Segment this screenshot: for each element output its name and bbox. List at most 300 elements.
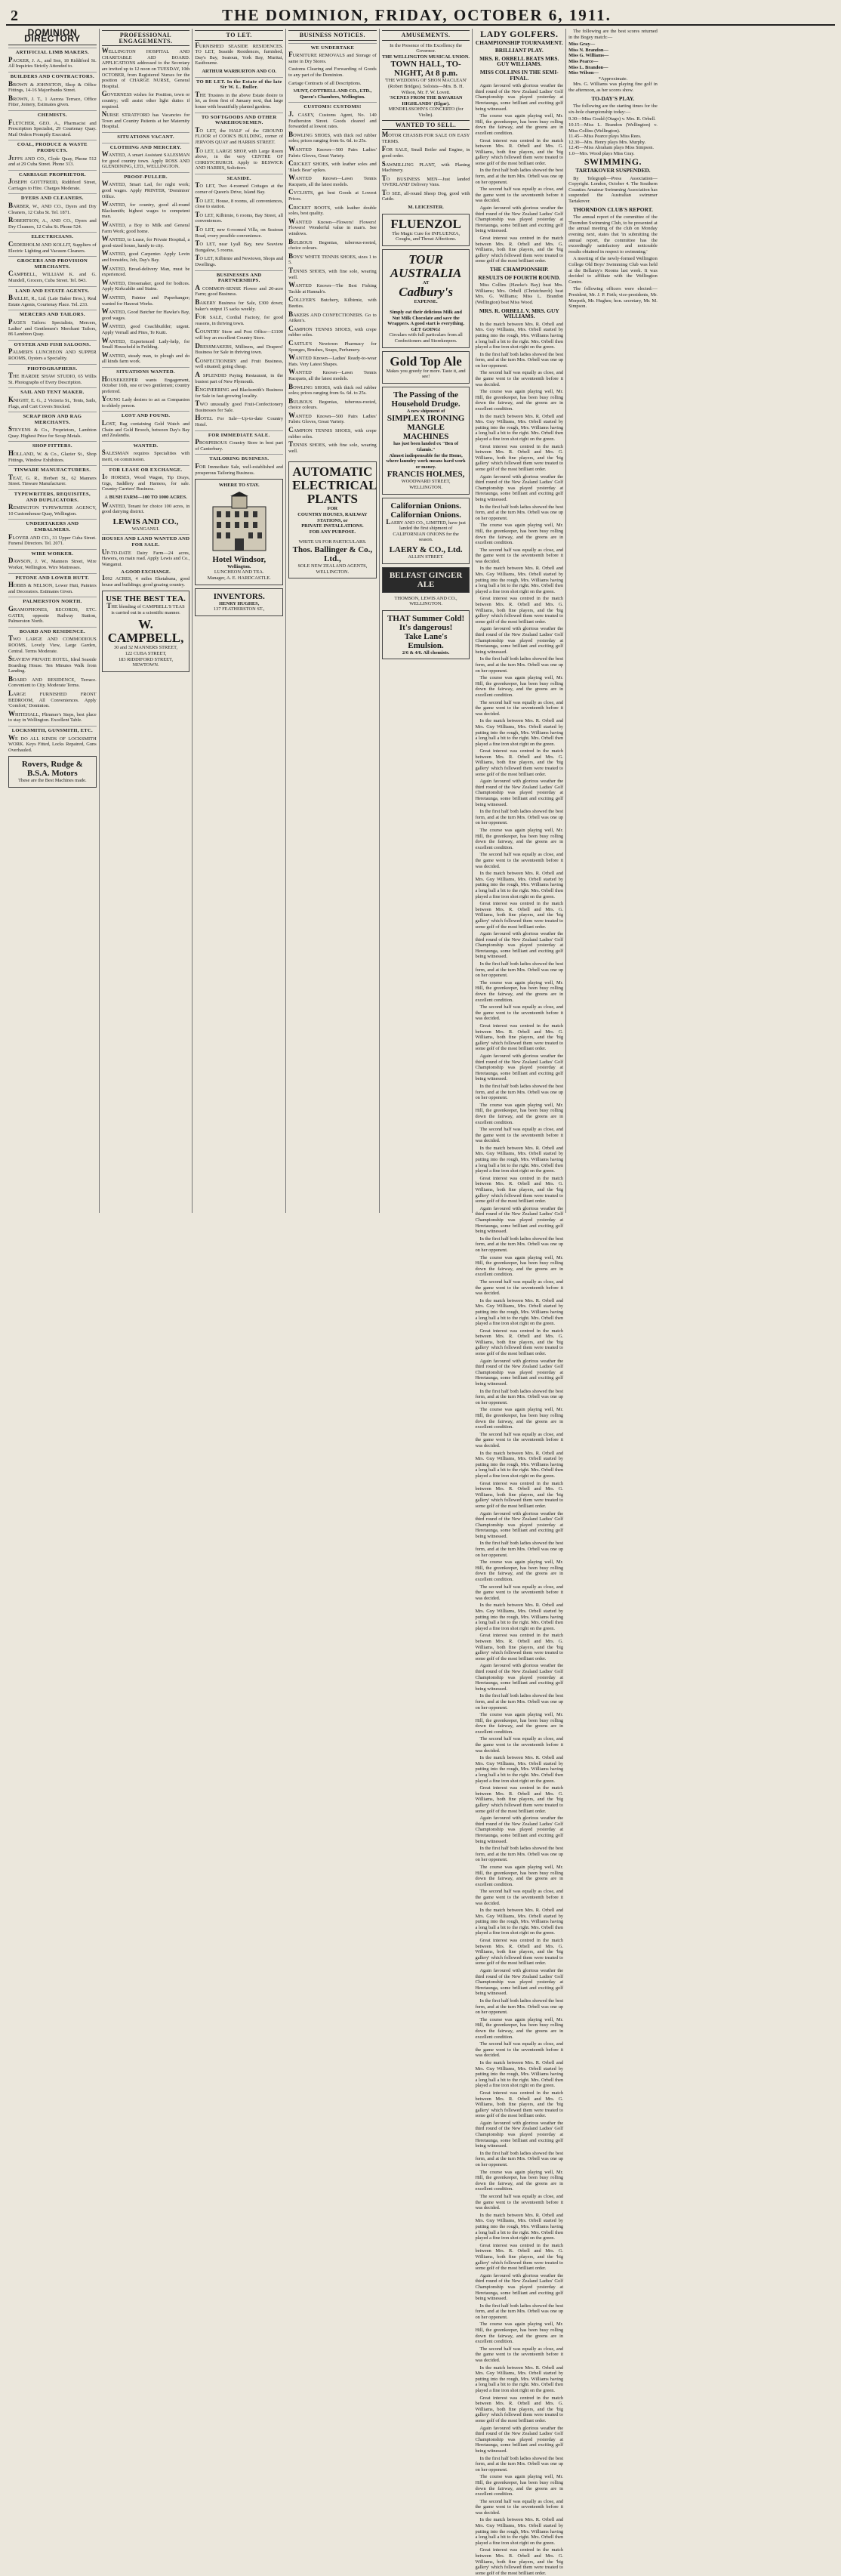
- classified-ad: WANTED Known—Flowers! Flowers! Flowers! Wonderful value in man's. See windows.: [288, 217, 377, 237]
- classified-ad: SAWMILLING PLANT, with Planing Machinery.: [381, 159, 470, 174]
- classified-ad: WANTED Known—500 Pairs Ladies' Fabric Gloves, Great Variety.: [288, 411, 377, 425]
- story-paragraph: In the first half both ladies showed the best form, and at the turn Mrs. Orbell was one up on her opponent.: [475, 1998, 564, 2016]
- story-paragraph: The second half was equally as close, and the game went to the seventeenth before it was decided.: [475, 2041, 564, 2059]
- story-paragraph: In the first half both ladies showed the best form, and at the turn Mrs. Orbell was one up on her opponent.: [475, 1236, 564, 1253]
- classified-ad: BOYS' WHITE TENNIS SHOES, sizes 1 to 5.: [288, 251, 377, 266]
- column-heading: AMUSEMENTS.: [382, 30, 470, 41]
- story-paragraph: Great interest was centred in the match between Mrs. R. Orbell and Mrs. G. Williams, both fine players, and the 'big gallery' which followed them were treated to some golf of the most brilliant order.: [475, 2395, 564, 2423]
- story-paragraph: The second half was equally as close, and the game went to the seventeenth before it was decided.: [475, 547, 564, 564]
- classified-ad: WANTED, a Boy to Milk and General Farm Work; good home.: [101, 221, 190, 234]
- story-paragraph: In the match between Mrs. R. Orbell and Mrs. Guy Williams, Mrs. Orbell started by putting into the rough, Mrs. Williams having a long ball a bit to the right. Mrs. Orbell then played a fine iron shot right on the green.: [475, 1755, 564, 1784]
- directory-entry: THE HARDIE SHAW STUDIO, 65 Willis St. Photographs of Every Description.: [8, 372, 97, 385]
- story-paragraph: Again favoured with glorious weather the third round of the New Zealand Ladies' Golf Championship was played yesterday at Heretaunga, some brilliant and exciting golf being witnessed.: [475, 1663, 564, 1692]
- hotel-manager: Manager, A. E. HARDCASTLE.: [207, 575, 271, 581]
- score-player: Miss L. Brandon—: [568, 64, 608, 70]
- classified-ad: MOTOR CHASSIS FOR SALE ON EASY TERMS.: [381, 131, 470, 144]
- story-paragraph: The course was again playing well, Mr. Hill, the greenkeeper, has been busy rolling down the fairway, and the greens are in excellent condition.: [475, 675, 564, 698]
- section-heading: DYERS AND CLEANERS.: [8, 193, 97, 202]
- score-player: Miss G. Williams—: [568, 53, 609, 59]
- story-paragraph: The second half was equally as close, and the game went to the seventeenth before it was decided.: [475, 852, 564, 869]
- campbell-address-1: 30 and 32 MANNERS STREET,: [113, 645, 178, 651]
- tea-ad: [102, 591, 190, 672]
- classified-ad: WANTED Known—Lawn Tennis Racquets, all the latest models.: [288, 174, 377, 187]
- story-paragraph: The course was again playing well, Mr. Hill, the greenkeeper, has been busy rolling down the fairway, and the greens are in excellent condition.: [475, 389, 564, 412]
- column-lady-golfers: [473, 29, 566, 2576]
- directory-title: DOMINION DIRECTORY: [8, 29, 97, 45]
- classified-ad: 1092 ACRES, 4 miles Eketahuna, good house and buildings; good grazing country.: [101, 573, 190, 588]
- classified-ad: SEAVIEW PRIVATE HOTEL, Ideal Seaside Boarding House. Ten Minutes Walk from Landing.: [8, 655, 97, 674]
- classified-ad: CAMPION TENNIS SHOES, with crepe rubber soles.: [288, 426, 377, 440]
- classified-ad: FOR SALE, Cordial Factory, for good reasons, in thriving town.: [195, 313, 284, 326]
- section-heading: PROOF-PULLER.: [102, 172, 190, 180]
- classified-ad: SALESMAN requires Specialities with merit, on commission.: [101, 449, 190, 463]
- motors-ad-line3: These are the Best Machines made.: [18, 778, 87, 784]
- swimming-heading: SWIMMING.: [584, 156, 642, 168]
- story-paragraph: Great interest was centred in the match between Mrs. R. Orbell and Mrs. G. Williams, both fine players, and the 'big gallery' which followed them were treated to some golf of the most brilliant order.: [475, 137, 564, 166]
- classified-ad: BAKERY Business for Sale, £300 down; baker's output 15 sacks weekly.: [195, 298, 284, 312]
- thomson-line: THOMSON, LEWIS AND CO., WELLINGTON.: [394, 595, 457, 607]
- classified-ad: TO LET, the HALF of the GROUND FLOOR of COOK'S BUILDING, corner of JERVOIS QUAY and HARRIS STREET.: [195, 125, 284, 145]
- column-business-notices: [286, 29, 380, 1213]
- directory-entry: JOSEPH GOTTFREID, Riddiford Street, Carriages to Hire. Charges Moderate.: [8, 177, 97, 191]
- section-heading: WANTED.: [102, 441, 190, 449]
- story-paragraph: In the match between Mrs. R. Orbell and Mrs. Guy Williams, Mrs. Orbell started by putting into the rough, Mrs. Williams having a long ball a bit to the right. Mrs. Orbell then played a fine iron shot right on the green.: [475, 718, 564, 747]
- classified-ad: TO LET, Kilbirnie and Newtown, Shops and Dwellings.: [195, 254, 284, 267]
- story-paragraph: Again favoured with glorious weather the third round of the New Zealand Ladies' Golf Championship was played yesterday at Heretaunga, some brilliant and exciting golf being witnessed.: [475, 779, 564, 807]
- classified-ad: WANTED, to Lease, for Private Hospital, a good-sized house, handy to city.: [101, 235, 190, 248]
- story-paragraph: The course was again playing well, Mr. Hill, the greenkeeper, has been busy rolling down the fairway, and the greens are in excellent condition.: [475, 2169, 564, 2192]
- directory-entry: JEFFS AND CO., Clyde Quay, Phone 512 and at 29 Cuba Street. Phone 313.: [8, 153, 97, 168]
- story-paragraph: Great interest was centred in the match between Mrs. R. Orbell and Mrs. G. Williams, both fine players, and the 'big gallery' which followed them were treated to some golf of the most brilliant order.: [475, 1175, 564, 1205]
- section-heading: PALMERSTON NORTH.: [8, 597, 97, 605]
- story-paragraph: In the first half both ladies showed the best form, and at the turn Mrs. Orbell was one up on her opponent.: [475, 809, 564, 826]
- classified-ad: WANTED, Experienced Lady-help, for Small Household in Feilding.: [101, 336, 190, 350]
- cold-line-2: It's dangerous!: [399, 622, 453, 632]
- story-paragraph: In the first half both ladies showed the best form, and at the turn Mrs. Orbell was one up on her opponent.: [475, 1693, 564, 1711]
- section-heading: PHOTOGRAPHERS.: [8, 364, 97, 372]
- classified-ad: TO LET, LARGE SHOP, with Large Room above, in the very CENTRE OF CHRISTCHURCH. Apply to BESWICK AND HARRIS, Solicitors.: [195, 146, 284, 171]
- story-paragraph: Again favoured with glorious weather the third round of the New Zealand Ladies' Golf Championship was played yesterday at Heretaunga, some brilliant and exciting golf being witnessed.: [475, 474, 564, 502]
- story-paragraph: In the first half both ladies showed the best form, and at the turn Mrs. Orbell was one up on her opponent.: [475, 2455, 564, 2473]
- amusement-line: TOWN HALL, TO-NIGHT, At 8 p.m.: [390, 60, 461, 79]
- story-paragraph: In the match between Mrs. R. Orbell and Mrs. Guy Williams, Mrs. Orbell started by putting into the rough, Mrs. Williams having a long ball a bit to the right. Mrs. Orbell then played a fine iron shot right on the green.: [475, 2059, 564, 2089]
- story-paragraph: The course was again playing well, Mr. Hill, the greenkeeper, has been busy rolling down the fairway, and the greens are in excellent condition.: [475, 523, 564, 546]
- section-heading: SCRAP IRON AND RAG MERCHANTS.: [8, 412, 97, 425]
- tee-time: 11.45—Miss Pearce plays Miss Rees.: [568, 134, 642, 140]
- story-paragraph: The course was again playing well, Mr. Hill, the greenkeeper, has been busy rolling down the fairway, and the greens are in excellent condition.: [475, 2474, 564, 2497]
- classified-ad: CONFECTIONERY and Fruit Business, well situated; going cheap.: [195, 356, 284, 370]
- section-heading: WE UNDERTAKE: [288, 43, 377, 51]
- directory-entry: HOBBS & NELSON, Lower Hutt, Painters and Decorators. Estimates Given.: [8, 581, 97, 594]
- emulsion-ad: [382, 610, 470, 660]
- story-paragraph: The course was again playing well, Mr. Hill, the greenkeeper, has been busy rolling down the fairway, and the greens are in excellent condition.: [475, 1254, 564, 1278]
- directory-entry: CEDERHOLM AND KOLLIT, Suppliers of Electric Lighting and Vacuum Cleaners.: [8, 240, 97, 254]
- story-paragraph: Great interest was centred in the match between Mrs. R. Orbell and Mrs. G. Williams, both fine players, and the 'big gallery' which followed them were treated to some golf of the most brilliant order.: [475, 1785, 564, 1814]
- tee-time: 12.45—Miss Abraham plays Miss Simpson.: [568, 145, 655, 151]
- column-heading: TO LET.: [195, 30, 283, 41]
- lewis-town: WANGANUI.: [131, 526, 160, 532]
- directory-entry: BAILLIE, R., Ltd. (Late Baker Bros.), Real Estate Agents, Courtenay Place. Tel. 233.: [8, 294, 97, 307]
- leicester-name: M. LEICESTER.: [408, 205, 444, 211]
- classified-ad: WANTED, Painter and Paperhanger; wanted for Hauwai Works.: [101, 292, 190, 307]
- story-paragraph: The second half was equally as close, and the game went to the seventeenth before it was decided.: [475, 1004, 564, 1022]
- story-paragraph: Great interest was centred in the match between Mrs. R. Orbell and Mrs. G. Williams, both fine players, and the 'big gallery' which followed them were treated to some golf of the most brilliant order.: [475, 236, 564, 264]
- classified-ad: MUNT, COTTRELL AND CO., LTD., Queen's Chambers, Wellington.: [293, 88, 372, 100]
- hotel-name: Hotel Windsor,: [212, 554, 266, 564]
- amusement-line: In the Presence of His Excellency the Governor.: [390, 42, 462, 54]
- amusement-line: 'THE WEDDING OF SHON MACLEAN' (Robert Bridges). Soloists—Mrs. B. H. Wilson, Mr. F. W. Lovett.: [384, 78, 467, 95]
- masthead: [6, 5, 835, 26]
- masthead-title: THE DOMINION, FRIDAY, OCTOBER 6, 1911.: [222, 6, 611, 24]
- gold-top-title: Gold Top Ale: [390, 353, 462, 369]
- story-paragraph: In the match between Mrs. R. Orbell and Mrs. Guy Williams, Mrs. Orbell started by putting into the rough, Mrs. Williams having a long ball a bit to the right. Mrs. Orbell then played a fine iron shot right on the green.: [475, 1603, 564, 1631]
- expense-word: EXPENSE.: [414, 299, 438, 305]
- classified-ad: BULBOUS Begonias, tuberous-rooted, choice colours.: [288, 237, 377, 251]
- section-heading: PETONE AND LOWER HUTT.: [8, 573, 97, 582]
- classified-ad: WE DO ALL KINDS OF LOCKSMITH WORK. Keys Fitted, Locks Repaired, Guns Overhauled.: [8, 733, 97, 753]
- classified-ad: Customs Clearing and Forwarding of Goods to any part of the Dominion.: [288, 66, 377, 78]
- auto-line-2: STATIONS, or: [317, 517, 348, 523]
- laery-name: LAERY & CO., Ltd.: [389, 545, 463, 554]
- story-paragraph: In the first half both ladies showed the best form, and at the turn Mrs. Orbell was one up on her opponent.: [475, 504, 564, 521]
- classified-ad: WANTED Known—500 Pairs Ladies' Fabric Gloves, Great Variety.: [288, 144, 377, 159]
- drudge-line-2: Household Drudge.: [391, 399, 461, 409]
- section-heading: WIRE WORKER.: [8, 549, 97, 557]
- story-paragraph: The course was again playing well, Mr. Hill, the greenkeeper, has been busy rolling down the fairway, and the greens are in excellent condition.: [475, 2016, 564, 2040]
- today-heading: TO-DAY'S PLAY.: [591, 94, 635, 102]
- column-scores-swimming: [566, 29, 660, 1213]
- fluenzol-sub: The Magic Cure for INFLUENZA, Coughs, and Throat Affections.: [392, 230, 461, 242]
- classified-ad: CAMPION TENNIS SHOES, with crepe rubber soles.: [288, 324, 377, 338]
- story-paragraph: In the match between Mrs. R. Orbell and Mrs. Guy Williams, Mrs. Orbell started by putting into the rough, Mrs. Williams having a long ball a bit to the right. Mrs. Orbell then played a fine iron shot right on the green.: [475, 1145, 564, 1174]
- classified-ad: FOR SALE, Small Boiler and Engine, in good order.: [381, 145, 470, 159]
- page-number: 2: [11, 8, 18, 24]
- story-paragraph: In the first half both ladies showed the best form, and at the turn Mrs. Orbell was one up on her opponent.: [475, 168, 564, 185]
- section-heading: FOR LEASE OR EXCHANGE.: [102, 465, 190, 474]
- amusement-line: MENDELSSOHN'S CONCERTO (for Violin).: [388, 106, 464, 118]
- inventors-title: INVENTORS.: [213, 591, 265, 601]
- hotel-town: Wellington.: [227, 563, 251, 569]
- story-paragraph: Again favoured with glorious weather the third round of the New Zealand Ladies' Golf Championship was played yesterday at Heretaunga, some brilliant and exciting golf being witnessed.: [475, 1205, 564, 1235]
- cadbury-logo: Cadbury's: [399, 285, 453, 300]
- story-paragraph: The second half was equally as close, and the game went to the seventeenth before it was decided.: [475, 1889, 564, 1906]
- story-paragraph: Again favoured with glorious weather the third round of the New Zealand Ladies' Golf Championship was played yesterday at Heretaunga, some brilliant and exciting golf being witnessed.: [475, 1816, 564, 1844]
- classified-ad: HOTEL For Sale—Up-to-date Country Hotel.: [195, 414, 284, 428]
- story-paragraph: The following are the starting times for the six-hole championship today:—: [568, 103, 658, 115]
- story-paragraph: Again favoured with glorious weather the third round of the New Zealand Ladies' Golf Championship was played yesterday at Heretaunga, some brilliant and exciting golf being witnessed.: [475, 1358, 564, 1387]
- classified-ad: WANTED, A smart Assistant SALESMAN for good country town. Apply ROSS AND GLENDINING, LTD., WELLINGTON.: [101, 150, 190, 170]
- story-paragraph: The course was again playing well, Mr. Hill, the greenkeeper, has been busy rolling down the fairway, and the greens are in excellent condition.: [475, 1712, 564, 1735]
- warburton-name: ARTHUR WARBURTON AND CO.: [202, 68, 277, 74]
- story-paragraph: The second half was equally as close, and the game went to the seventeenth before it was decided.: [475, 1431, 564, 1448]
- classified-ad: BOWLING SHOES, with thick red rubber soles; prices ranging from 6s. 6d. to 25s.: [288, 382, 377, 396]
- onions-line-2: Californian Onions.: [390, 510, 461, 520]
- section-heading: FOR IMMEDIATE SALE.: [195, 430, 283, 439]
- hughes-name: HENRY HUGHES,: [219, 600, 260, 606]
- classified-ad: FURNISHED SEASIDE RESIDENCES. TO LET, Seaside Residences, furnished, Day's Bay, Seatoun, York Bay, Muritai, Eastbourne.: [195, 41, 284, 66]
- tea-ad-title: USE THE BEST TEA.: [106, 594, 186, 604]
- story-paragraph: The course was again playing well, Mr. Hill, the greenkeeper, has been busy rolling down the fairway, and the greens are in excellent condition.: [475, 113, 564, 136]
- classified-ad: UP-TO-DATE Dairy Farm—24 acres, Hawera, on main road. Apply Lewis and Co., Wanganui.: [101, 548, 190, 567]
- tour-foot: Circulars with full particulars from all Confectioners and Storekeepers.: [389, 332, 463, 344]
- classified-ad: GOVERNESS wishes for Position, town or country; will assist other light duties if required.: [101, 90, 190, 110]
- campbell-name: W. CAMPBELL,: [107, 617, 184, 646]
- electrical-plants-ad: [288, 461, 377, 578]
- wanted-to-sell-heading: WANTED TO SELL.: [382, 120, 470, 131]
- story-paragraph: In the match between Mrs. R. Orbell and Mrs. Guy Williams, Mrs. Orbell started by putting into the rough, Mrs. Williams having a long ball a bit to the right. Mrs. Orbell then played a fine iron shot right on the green.: [475, 871, 564, 899]
- story-subhead: MISS COLLINS IN THE SEMI-FINAL.: [479, 68, 559, 82]
- directory-entry: ROBERTSON, A., AND CO., Dyers and Dry Cleaners, 12 Cuba St. Phone 524.: [8, 216, 97, 230]
- section-heading: LOST AND FOUND.: [102, 411, 190, 419]
- section-heading: CARRIAGE PROPRIETOR.: [8, 170, 97, 178]
- auto-title: AUTOMATIC: [292, 464, 373, 480]
- classified-ad: HOUSEKEEPER wants Engagement, October 16th, one or two gentlemen; country preferred.: [101, 375, 190, 394]
- directory-entry: HOLLAND, W. & Co., Glazier St., Shop Fittings, Window Exhibitors.: [8, 449, 97, 463]
- story-paragraph: The second half was equally as close, and the game went to the seventeenth before it was decided.: [475, 2194, 564, 2211]
- story-paragraph: The second half was equally as close, and the game went to the seventeenth before it was decided.: [475, 187, 564, 204]
- classified-ad: BAKERS AND CONFECTIONERS. Go to Aitken's.: [288, 310, 377, 324]
- classified-ad: WANTED, Dressmaker, good for bodices. Apply Kirkcaldie and Stains.: [101, 278, 190, 292]
- story-paragraph: Great interest was centred in the match between Mrs. R. Orbell and Mrs. G. Williams, both fine players, and the 'big gallery' which followed them were treated to some golf of the most brilliant order.: [475, 1938, 564, 1967]
- campbell-address-3: 183 RIDDIFORD STREET, NEWTOWN.: [118, 656, 174, 668]
- auto-for: FOR: [327, 506, 338, 512]
- classified-ad: CRICKET SHOES, with leather soles and 'Black Bear' spikes.: [288, 159, 377, 173]
- story-paragraph: Again favoured with glorious weather the third round of the New Zealand Ladies' Golf Championship was played yesterday at Heretaunga, some brilliant and exciting golf being witnessed.: [475, 1053, 564, 1082]
- classified-ad: NURSE STRATFORD has Vacancies for Town and Country Patients at her Maternity Hospital.: [101, 110, 190, 130]
- where-to-stay: WHERE TO STAY.: [218, 483, 260, 489]
- story-paragraph: The course was again playing well, Mr. Hill, the greenkeeper, has been busy rolling down the fairway, and the greens are in excellent condition.: [475, 828, 564, 850]
- story-paragraph: The course was again playing well, Mr. Hill, the greenkeeper, has been busy rolling down the fairway, and the greens are in excellent condition.: [475, 1559, 564, 1583]
- auto-write: WRITE US FOR PARTICULARS.: [298, 539, 367, 545]
- story-paragraph: The course was again playing well, Mr. Hill, the greenkeeper, has been busy rolling down the fairway, and the greens are in excellent condition.: [475, 979, 564, 1003]
- classified-ad: LOST, Bag containing Gold Watch and Chain and Gold Brooch, between Day's Bay and Zealandia.: [101, 419, 190, 439]
- story-subhead: RESULTS OF FOURTH ROUND.: [478, 273, 561, 281]
- classified-ad: WANTED, Tenant for choice 100 acres, in good dairying district.: [101, 501, 190, 515]
- directory-entry: STEVENS & Co., Proprietors, Lambton Quay. Highest Price for Scrap Metals.: [8, 425, 97, 439]
- classified-ad: FURNITURE REMOVALS and Storage of same in Dry Stores.: [288, 51, 377, 64]
- directory-entry: FLOYER AND CO., 31 Upper Cuba Street. Funeral Directors. Tel. 2071.: [8, 532, 97, 547]
- classified-ad: TWO LARGE AND COMMODIOUS ROOMS, Lovely View, Large Garden, Central. Terms Moderate.: [8, 634, 97, 654]
- classified-ad: PROSPEROUS Country Store in best part of Canterbury.: [195, 438, 284, 452]
- tee-time: 10.15—Miss L. Brandon (Wellington) v. Miss Collins (Wellington).: [568, 122, 658, 134]
- directory-entry: KNIGHT, E. G., 2 Victoria St., Tents, Sails, Flags, and Cart Covers Stocked.: [8, 395, 97, 409]
- directory-entry: BARBER, W., AND CO., Dyers and Dry Cleaners, 12 Cuba St. Tel. 1871.: [8, 202, 97, 215]
- tour-at: AT: [422, 279, 430, 285]
- story-paragraph: Great interest was centred in the match between Mrs. R. Orbell and Mrs. G. Williams, both fine players, and the 'big gallery' which followed them were treated to some golf of the most brilliant order.: [475, 748, 564, 777]
- section-heading: BUILDERS AND CONTRACTORS.: [8, 72, 97, 80]
- story-paragraph: The course was again playing well, Mr. Hill, the greenkeeper, has been busy rolling down the fairway, and the greens are in excellent condition.: [475, 1102, 564, 1125]
- directory-entry: GRAMOPHONES, RECORDS, ETC. GATES, opposite Railway Station, Palmerston North.: [8, 604, 97, 625]
- classified-ad: TO LET, Two 4-roomed Cottages at the corner of Queen's Drive, Island Bay.: [195, 181, 284, 196]
- story-paragraph: In the first half both ladies showed the best form, and at the turn Mrs. Orbell was one up on her opponent.: [475, 656, 564, 674]
- section-heading: LOCKSMITH, GUNSMITH, ETC.: [8, 726, 97, 734]
- classified-ad: WANTED, Bread-delivery Man, must be experienced.: [101, 264, 190, 278]
- approximate-note: *Approximate.: [598, 76, 628, 82]
- story-paragraph: In the match between Mrs. R. Orbell and Mrs. Guy Williams, Mrs. Orbell started by putting into the rough, Mrs. Williams having a long ball a bit to the right. Mrs. Orbell then played a fine iron shot right on the green.: [475, 1450, 564, 1479]
- section-heading: SITUATIONS WANTED.: [102, 367, 190, 375]
- story-paragraph: Again favoured with glorious weather the third round of the New Zealand Ladies' Golf Championship was played yesterday at Heretaunga, some brilliant and exciting golf being witnessed.: [475, 1510, 564, 1539]
- section-heading: BOARD AND RESIDENCE.: [8, 627, 97, 635]
- campbell-address-2: 122 CUBA STREET,: [125, 650, 167, 656]
- classified-ad: TO LET, House, 8 rooms, all conveniences, close to station.: [195, 196, 284, 210]
- classified-ad: TO BUSINESS MEN—Just landed 'OVERLAND' Delivery Vans.: [381, 174, 470, 188]
- classified-ad: BOWLING SHOES, with thick red rubber soles; prices ranging from 6s. 6d. to 25s.: [288, 130, 377, 144]
- story-paragraph: In the first half both ladies showed the best form, and at the turn Mrs. Orbell was one up on her opponent.: [475, 1388, 564, 1405]
- classified-ad: WANTED, for country, good all-round Blacksmith; highest wages to competent man.: [101, 200, 190, 220]
- motors-ad-line1: Rovers, Rudge &: [21, 760, 83, 770]
- story-paragraph: Great interest was centred in the match between Mrs. R. Orbell and Mrs. G. Williams, both fine players, and the 'big gallery' which followed them were treated to some golf of the most brilliant order.: [475, 1328, 564, 1357]
- story-paragraph: The second half was equally as close, and the game went to the seventeenth before it was decided.: [475, 1279, 564, 1297]
- classified-ad: WANTED, good Carpenter. Apply Levin and Ironsides, Job, Day's Bay.: [101, 249, 190, 263]
- story-paragraph: The second half was equally as close, and the game went to the seventeenth before it was decided.: [475, 1584, 564, 1601]
- section-heading: TAILORING BUSINESS.: [195, 454, 283, 462]
- section-heading: BUSINESSES AND PARTNERSHIPS.: [195, 270, 283, 284]
- directory-entry: CAMPBELL, WILLIAM K. and G. Mundell, Grocers, Cuba Street. Tel. 843.: [8, 270, 97, 283]
- auto-line-4: FOR ANY PURPOSE.: [309, 529, 356, 535]
- section-heading: LAND AND ESTATE AGENTS.: [8, 286, 97, 295]
- section-heading: TO SOFTGOODS AND OTHER WAREHOUSEMEN.: [195, 113, 283, 126]
- classified-ad: A BUSH FARM—100 TO 1000 ACRES.: [104, 495, 187, 500]
- story-paragraph: The course was again playing well, Mr. Hill, the greenkeeper, has been busy rolling down the fairway, and the greens are in excellent condition.: [475, 2321, 564, 2345]
- australia-word: AUSTRALIA: [390, 265, 462, 280]
- story-paragraph: In the match between Mrs. R. Orbell and Mrs. Guy Williams, Mrs. Orbell started by putting into the rough, Mrs. Williams having a long ball a bit to the right. Mrs. Orbell then played a fine iron shot right on the green.: [475, 2365, 564, 2393]
- section-heading: CLOTHING AND MERCERY.: [102, 143, 190, 151]
- fluenzol-title: FLUENZOL: [390, 216, 461, 231]
- story-paragraph: The second half was equally as close, and the game went to the seventeenth before it was decided.: [475, 699, 564, 717]
- section-heading: SHOP FITTERS.: [8, 441, 97, 449]
- story-paragraph: Again favoured with glorious weather the third round of the New Zealand Ladies' Golf Championship was played yesterday at Heretaunga, some brilliant and exciting golf being witnessed.: [475, 2120, 564, 2149]
- story-paragraph: By Telegraph—Press Association—Copyright. London, October 4. The Southern Counties Amateur Swimming Association has suspended the Australian swimmer Tartakover.: [568, 175, 658, 205]
- section-heading: HOUSES AND LAND WANTED AND FOR SALE.: [102, 534, 190, 548]
- gold-top-sub: Makes you greedy for more. Taste it, and see!: [386, 368, 466, 380]
- section-heading: CHEMISTS.: [8, 110, 97, 119]
- auto-line-3: PRIVATE INSTALLATIONS.: [301, 523, 364, 529]
- drudge-line-1: The Passing of the: [393, 390, 459, 400]
- story-subhead: THE CHAMPIONSHIP.: [489, 265, 549, 273]
- directory-entry: BROWN & JOHNSTON, Shop & Office Fittings, 14-16 Majoribanks Street.: [8, 79, 97, 94]
- story-paragraph: In the first half both ladies showed the best form, and at the turn Mrs. Orbell was one up on her opponent.: [475, 1541, 564, 1558]
- story-paragraph: Great interest was centred in the match between Mrs. R. Orbell and Mrs. G. Williams, both fine players, and the 'big gallery' which followed them were treated to some golf of the most brilliant order.: [475, 1023, 564, 1052]
- lewis-name: LEWIS AND CO.,: [112, 517, 179, 526]
- story-paragraph: Again favoured with glorious weather the third round of the New Zealand Ladies' Golf Championship was played yesterday at Heretaunga, some brilliant and exciting golf being witnessed.: [475, 2425, 564, 2454]
- classified-ad: TO LET, near Lyall Bay, new Seaview Bungalow, 5 rooms.: [195, 239, 284, 253]
- story-paragraph: In the first half both ladies showed the best form, and at the turn Mrs. Orbell was one up on her opponent.: [475, 1846, 564, 1863]
- directory-entry: PALMER'S LUNCHEON AND SUPPER ROOMS, Oysters a Speciality.: [8, 347, 97, 361]
- section-heading: SEASIDE.: [195, 174, 283, 182]
- classified-ad: WELLINGTON HOSPITAL AND CHARITABLE AID BOARD. APPLICATIONS addressed to the Secretary are invited up to 12 noon on TUESDAY, 10th OCTOBER, from Registered Nurses for the position of CHARGE NURSE, General Hospital.: [101, 47, 190, 89]
- cadbury-ad: [382, 249, 470, 348]
- score-player: Miss Gray—: [568, 42, 596, 48]
- section-heading: GROCERS AND PROVISION MERCHANTS.: [8, 256, 97, 270]
- classified-ad: CYCLISTS, get best Goods at Lowest Prices.: [288, 188, 377, 202]
- classified-ad: WANTED Known—The Best Fishing Tackle at Hannah's.: [288, 281, 377, 295]
- classified-ad: CRICKET BOOTS, with leather double soles, best quality.: [288, 202, 377, 217]
- hotel-building-icon: [205, 492, 273, 552]
- inventors-ad: [195, 588, 283, 616]
- section-heading: COAL, PRODUCE & WASTE PRODUCTS.: [8, 140, 97, 153]
- classified-ad: TENNIS SHOES, with fine sole, wearing well.: [288, 267, 377, 280]
- story-paragraph: The second half was equally as close, and the game went to the seventeenth before it was decided.: [475, 2498, 564, 2516]
- story-subhead: MRS. R. ORBELL V. MRS. GUY WILLIAMS.: [479, 307, 559, 320]
- story-paragraph: In the match between Mrs. R. Orbell and Mrs. Guy Williams, Mrs. Orbell started by putting into the rough, Mrs. Williams having a long ball a bit to the right. Mrs. Orbell then played a fine iron shot right on the green.: [475, 321, 564, 350]
- ginger-ale-title: BELFAST GINGER ALE: [389, 570, 463, 589]
- holmes-address: WOODWARD STREET, WELLINGTON.: [401, 479, 451, 490]
- story-paragraph: The course was again playing well, Mr. Hill, the greenkeeper, has been busy rolling down the fairway, and the greens are in excellent condition.: [475, 1864, 564, 1887]
- story-paragraph: A meeting of the newly-formed Wellington College Old Boys' Swimming Club was held at the Bellamy's Rooms last week. It was decided to affiliate with the Wellington Centre.: [568, 256, 658, 285]
- thorndon-heading: THORNDON CLUB'S REPORT.: [573, 205, 653, 213]
- story-paragraph: Great interest was centred in the match between Mrs. R. Orbell and Mrs. G. Williams, both fine players, and the 'big gallery' which followed them were treated to some golf of the most brilliant order.: [475, 901, 564, 930]
- story-paragraph: The second half was equally as close, and the game went to the seventeenth before it was decided.: [475, 2346, 564, 2364]
- story-paragraph: Mrs. G. Williams was playing fine golf in the afternoon, as her scores show.: [568, 82, 658, 93]
- motors-ad-line2: B.S.A. Motors: [27, 769, 78, 779]
- cold-line-3: Take Lane's Emulsion.: [404, 631, 448, 650]
- auto-line-1: COUNTRY HOUSES, RAILWAY: [297, 512, 368, 518]
- simplex-line-3: has just been landed ex "Ben of Glamis.": [393, 441, 459, 452]
- story-paragraph: Great interest was centred in the match between Mrs. R. Orbell and Mrs. G. Williams, both fine players, and the 'big gallery' which followed them were treated to some golf of the most brilliant order.: [475, 596, 564, 625]
- classified-ad: WANTED, Smart Lad, for night work; good wages. Apply PRINTER, 'Dominion' Office.: [101, 180, 190, 199]
- story-paragraph: Again favoured with glorious weather the third round of the New Zealand Ladies' Golf Championship was played yesterday at Heretaunga, some brilliant and exciting golf being witnessed.: [475, 2272, 564, 2302]
- classified-ad: WHITEHALL, Plimmer's Steps, best place to stay in Wellington. Excellent Table.: [8, 709, 97, 723]
- story-paragraph: In the match between Mrs. R. Orbell and Mrs. Guy Williams, Mrs. Orbell started by putting into the rough, Mrs. Williams having a long ball a bit to the right. Mrs. Orbell then played a fine iron shot right on the green.: [475, 2212, 564, 2241]
- story-paragraph: Great interest was centred in the match between Mrs. R. Orbell and Mrs. G. Williams, both fine players, and the 'big gallery' which followed them were treated to some golf of the most brilliant order.: [475, 2090, 564, 2119]
- story-subhead: BRILLIANT PLAY.: [494, 47, 544, 54]
- column-heading: PROFESSIONAL ENGAGEMENTS.: [102, 30, 190, 46]
- holmes-name: FRANCIS HOLMES,: [387, 470, 465, 480]
- directory-entry: PACKER, J. A., and Son, 18 Riddiford St. All Inquiries Strictly Attended to.: [8, 55, 97, 69]
- onions-line-1: Californian Onions.: [390, 501, 461, 511]
- simplex-line-4: Almost indispensable for the Home, where laundry work means hard work or money.: [386, 452, 466, 470]
- story-subhead: CHAMPIONSHIP TOURNAMENT.: [475, 39, 563, 46]
- section-heading: CUSTOMS! CUSTOMS!: [288, 102, 377, 110]
- classified-ad: LARGE FURNISHED FRONT BEDROOM, All Conveniences. Apply 'Comfort,' Dominion.: [8, 690, 97, 709]
- simplex-line-1: A new shipment of: [406, 408, 445, 414]
- story-paragraph: In the match between Mrs. R. Orbell and Mrs. Guy Williams, Mrs. Orbell started by putting into the rough, Mrs. Williams having a long ball a bit to the right. Mrs. Orbell then played a fine iron shot right on the green.: [475, 566, 564, 594]
- classified-ad: THE Trustees in the above Estate desire to let, as from first of January next, that large house with beautifully planted gardens.: [195, 90, 284, 110]
- hotel-line: LUNCHEON AND TEA.: [214, 569, 264, 575]
- classified-ad: 10 HORSES, Wood Wagon, Tip Drays, Gigs, Saddlery and Harness, for sale. Country Carriers' Business.: [101, 473, 190, 492]
- story-paragraph: The second half was equally as close, and the game went to the seventeenth before it was decided.: [475, 1736, 564, 1754]
- directory-entry: BROWN, J. T., 1 Aurora Terrace, Office Fitter, Joinery, Estimates given.: [8, 94, 97, 108]
- story-paragraph: Great interest was centred in the match between Mrs. R. Orbell and Mrs. G. Williams, both fine players, and the 'big gallery' which followed them were treated to some golf of the most brilliant order.: [475, 443, 564, 472]
- story-paragraph: Great interest was centred in the match between Mrs. R. Orbell and Mrs. G. Williams, both fine players, and the 'big gallery' which followed them were treated to some golf of the most brilliant order.: [475, 2547, 564, 2576]
- classified-ad: TO SEE, all-round Sheep Dog, good with Cattle.: [381, 188, 470, 202]
- score-player: Miss Wilson—: [568, 70, 599, 76]
- story-headline: LADY GOLFERS.: [480, 29, 559, 39]
- story-paragraph: In the first half both ladies showed the best form, and at the turn Mrs. Orbell was one up on her opponent.: [475, 351, 564, 369]
- story-paragraph: In the first half both ladies showed the best form, and at the turn Mrs. Orbell was one up on her opponent.: [475, 2150, 564, 2168]
- classified-ad: BULBOUS Begonias, tuberous-rooted, choice colours.: [288, 396, 377, 411]
- classified-ad: WANTED, good Coachbuilder; urgent. Apply Vernall and Pites, Te Kuiti.: [101, 322, 190, 335]
- classified-ad: TENNIS SHOES, with fine sole, wearing well.: [288, 440, 377, 454]
- column-amusements: [380, 29, 473, 1213]
- story-paragraph: In the match between Mrs. R. Orbell and Mrs. Guy Williams, Mrs. Orbell started by putting into the rough, Mrs. Williams having a long ball a bit to the right. Mrs. Orbell then played a fine iron shot right on the green.: [475, 2517, 564, 2546]
- motors-ad: [8, 756, 97, 788]
- story-paragraph: The second half was equally as close, and the game went to the seventeenth before it was decided.: [475, 370, 564, 387]
- section-heading: TO BE LET. In the Estate of the late Sir W. L. Buller.: [195, 77, 283, 91]
- columns: [6, 27, 835, 2576]
- section-heading: ARTIFICIAL LIMB MAKERS.: [8, 48, 97, 56]
- classified-ad: WANTED, steady man, to plough and do all kinds farm work.: [101, 350, 190, 365]
- hughes-address: 137 FEATHERSTON ST.,: [213, 606, 265, 612]
- directory-entry: DAWSON, J. W., Manners Street, Wire Worker, Wellington. Wire Mattresses.: [8, 557, 97, 570]
- section-heading: SAIL AND TENT MAKER.: [8, 387, 97, 396]
- classified-ad: TWO unusually good Fruit-Confectionery Businesses for Sale.: [195, 400, 284, 413]
- story-paragraph: Again favoured with glorious weather the third round of the New Zealand Ladies' Golf Championship was played yesterday at Heretaunga, some brilliant and exciting golf being witnessed.: [475, 83, 564, 112]
- classified-ad: A SPLENDID Paying Restaurant, in the busiest part of New Plymouth.: [195, 370, 284, 384]
- cold-line-4: 2/6 & 4/6. All chemists.: [402, 649, 450, 656]
- laery-body: LAERY AND CO., LIMITED, have just landed the first shipment of CALIFORNIAN ONIONS for the season.: [386, 517, 466, 543]
- story-paragraph: Great interest was centred in the match between Mrs. R. Orbell and Mrs. G. Williams, both fine players, and the 'big gallery' which followed them were treated to some golf of the most brilliant order.: [475, 2242, 564, 2272]
